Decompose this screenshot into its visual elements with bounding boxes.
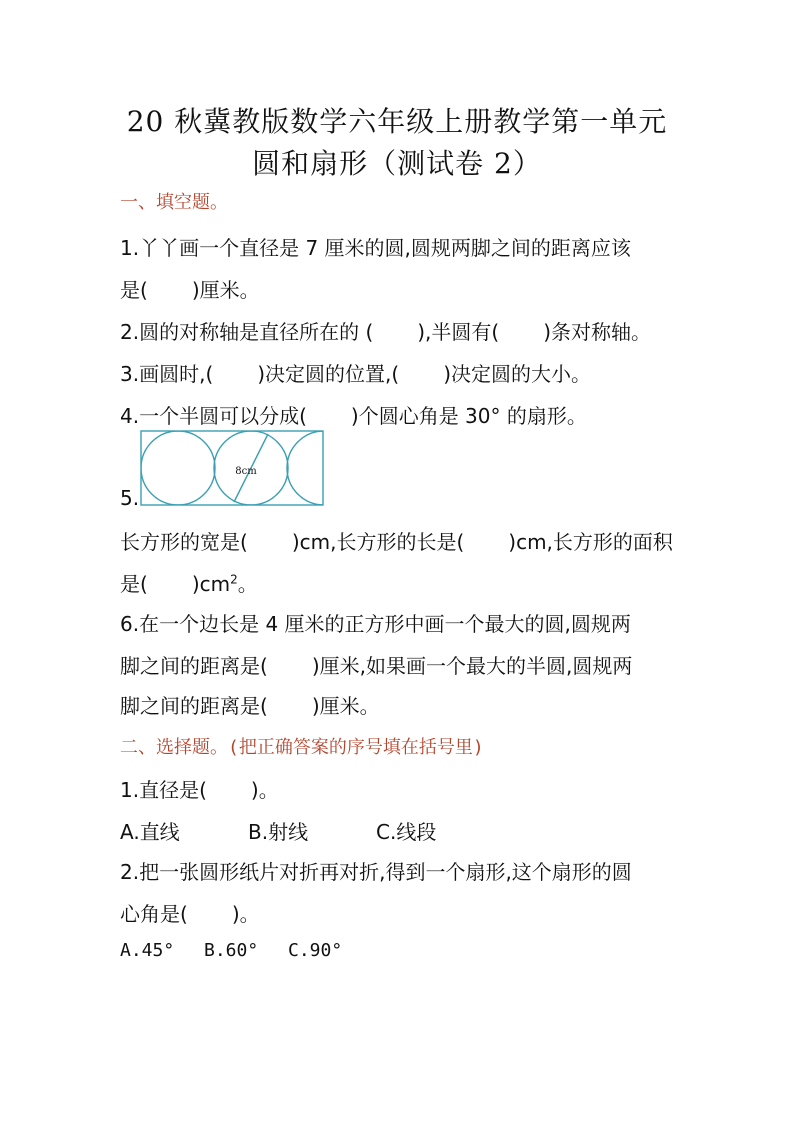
q5-text-b: )cm,长方形的长是( [291, 530, 465, 554]
q4-text-b: )个圆心角是 30° 的扇形。 [350, 404, 587, 428]
q5-text-c: )cm,长方形的面积 [508, 530, 673, 554]
question-6-line-2 [120, 650, 680, 679]
q4-text-a: 4.一个半圆可以分成( [120, 404, 307, 428]
q5-text-a: 长方形的宽是( [120, 530, 248, 554]
choice-2-options [120, 940, 680, 961]
q3-text-a: 3.画圆时,( [120, 362, 214, 386]
q6-text-b1: 脚之间的距离是( [120, 654, 268, 678]
choice-2-line-1: 2.把一张圆形纸片对折再对折,得到一个扇形,这个扇形的圆 [120, 860, 632, 884]
q5-superscript: 2 [230, 572, 238, 587]
option-a[interactable]: A.直线 [120, 820, 180, 844]
q5-text-d2: )cm [191, 572, 231, 596]
q3-text-c: )决定圆的大小。 [443, 362, 592, 386]
choice-1 [120, 774, 680, 803]
question-4 [120, 400, 680, 429]
question-5-line-1 [120, 526, 680, 555]
q5-text-d1: 是( [120, 572, 148, 596]
question-2 [120, 316, 680, 345]
q6-text-c2: )厘米。 [311, 694, 380, 718]
choice-1-options [120, 816, 680, 845]
option-c[interactable]: C.线段 [376, 820, 437, 844]
q5-text-d3: 。 [237, 572, 258, 596]
section-choice-heading: 二、选择题。(把正确答案的序号填在括号里) [120, 737, 484, 758]
c1-text-b: )。 [250, 778, 279, 802]
q1-text-a: 是( [120, 278, 148, 302]
question-3 [120, 358, 680, 387]
q6-text-c1: 脚之间的距离是( [120, 694, 268, 718]
c2-text-b1: 心角是( [120, 902, 188, 926]
question-1-line-1: 1.丫丫画一个直径是 7 厘米的圆,圆规两脚之间的距离应该 [120, 236, 631, 260]
question-1-line-2 [120, 274, 680, 303]
option-a[interactable]: A.45° [120, 940, 175, 961]
diameter-label: 8cm [235, 466, 257, 477]
option-b[interactable]: B.射线 [248, 820, 309, 844]
choice-2-line-2 [120, 898, 680, 927]
q2-text-a: 2.圆的对称轴是直径所在的 ( [120, 320, 374, 344]
q2-text-c: )条对称轴。 [543, 320, 652, 344]
c1-text-a: 1.直径是( [120, 778, 207, 802]
question-5-number: 5. [120, 486, 140, 510]
section-fill-in-heading: 一、填空题。 [120, 192, 228, 213]
title-line-2: 圆和扇形（测试卷 2） [252, 147, 542, 180]
question-6-line-1: 6.在一个边长是 4 厘米的正方形中画一个最大的圆,圆规两 [120, 612, 631, 636]
q3-text-b: )决定圆的位置,( [257, 362, 400, 386]
question-5-line-2 [120, 568, 680, 597]
c2-text-b2: )。 [231, 902, 260, 926]
option-c[interactable]: C.90° [288, 940, 343, 961]
q6-text-b2: )厘米,如果画一个最大的半圆,圆规两 [311, 654, 633, 678]
title-line-1: 20 秋冀教版数学六年级上册教学第一单元 [126, 105, 668, 138]
option-b[interactable]: B.60° [204, 940, 259, 961]
q2-text-b: ),半圆有( [417, 320, 500, 344]
q1-text-b: )厘米。 [191, 278, 260, 302]
question-6-line-3 [120, 690, 680, 719]
